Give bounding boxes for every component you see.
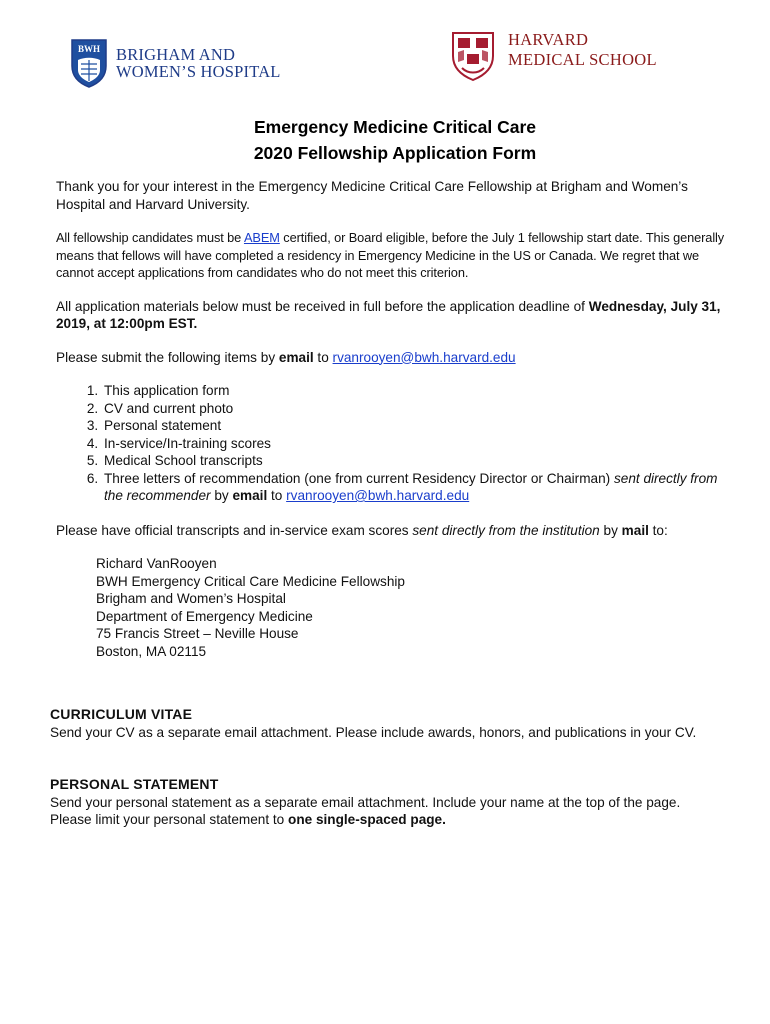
- submit-mid: to: [313, 349, 333, 365]
- transcripts-paragraph: [56, 522, 736, 540]
- transcripts-by: by: [599, 522, 622, 538]
- list-item: 2. CV and current photo: [102, 400, 736, 418]
- address-line: Richard VanRooyen: [96, 556, 217, 571]
- bwh-name: [116, 46, 281, 80]
- form-title-line1: Emergency Medicine Critical Care: [253, 117, 537, 137]
- address-line: Department of Emergency Medicine: [96, 608, 313, 624]
- intro-thanks: Thank you for your interest in the Emergency Medicine Critical Care Fellowship at Brigham and Women’s Hospital and Harvard University.: [56, 179, 688, 212]
- abem-link[interactable]: ABEM: [243, 230, 280, 245]
- eligibility-post: certified, or Board eligible, before the July 1 fellowship start date. This generally means that fellows will have completed a residency in Emergency Medicine in the US or Canada. We regret that we cannot accept applications from candidates who do not meet this criterion.: [56, 230, 725, 280]
- hms-logo: [450, 30, 657, 82]
- deadline-paragraph: [56, 298, 736, 333]
- bwh-name-line1: BRIGHAM AND: [116, 45, 236, 64]
- bwh-name-line2: WOMEN’S HOSPITAL: [116, 62, 281, 81]
- form-title: [0, 114, 770, 166]
- bwh-shield-icon: [70, 38, 108, 88]
- ps-body-line1: Send your personal statement as a separate email attachment. Include your name at the top of the page.: [50, 794, 681, 810]
- recommender-email-link[interactable]: rvanrooyen@bwh.harvard.edu: [286, 488, 470, 503]
- list-item: 1. This application form: [102, 382, 736, 400]
- item6-by: by: [210, 488, 233, 503]
- transcripts-method: mail: [621, 522, 649, 538]
- cv-section: [50, 706, 750, 741]
- address-line: Brigham and Women’s Hospital: [96, 591, 286, 606]
- form-title-line2: 2020 Fellowship Application Form: [253, 143, 537, 163]
- required-items-list: [56, 382, 736, 505]
- mailing-address: [96, 555, 736, 660]
- address-line: 75 Francis Street – Neville House: [96, 626, 299, 641]
- submit-method: email: [278, 349, 314, 365]
- cv-heading: CURRICULUM VITAE: [50, 706, 193, 722]
- ps-body-bold: one single-spaced page.: [288, 812, 446, 827]
- hms-name-line2: MEDICAL SCHOOL: [508, 50, 657, 69]
- ps-body-line2: [50, 811, 750, 829]
- list-item: 5. Medical School transcripts: [102, 452, 736, 470]
- deadline-date: Wednesday, July 31, 2019, at 12:00pm EST.: [56, 298, 721, 331]
- transcripts-post: to:: [648, 522, 668, 538]
- main-content: [56, 178, 736, 660]
- item6-text: Three letters of recommendation (one from current Residency Director or Chairman): [104, 470, 614, 486]
- submit-paragraph: [56, 349, 736, 367]
- item6-to: to: [267, 488, 287, 503]
- submit-email-link[interactable]: rvanrooyen@bwh.harvard.edu: [332, 349, 516, 365]
- list-item: 3. Personal statement: [102, 417, 736, 435]
- hms-shield-icon: [450, 30, 496, 82]
- hms-name: [508, 30, 657, 70]
- bwh-logo: [70, 38, 281, 88]
- address-line: BWH Emergency Critical Care Medicine Fellowship: [96, 573, 405, 589]
- item6-italic: sent directly from the recommender: [104, 470, 718, 503]
- list-item: 4. In-service/In-training scores: [102, 435, 736, 453]
- address-line: Boston, MA 02115: [96, 643, 207, 659]
- transcripts-italic: sent directly from the institution: [412, 522, 600, 538]
- hms-name-line1: HARVARD: [508, 30, 589, 49]
- transcripts-pre: Please have official transcripts and in-service exam scores: [56, 522, 413, 538]
- eligibility-paragraph: [56, 229, 736, 282]
- ps-body-pre: Please limit your personal statement to: [50, 812, 289, 827]
- submit-pre: Please submit the following items by: [56, 349, 279, 365]
- ps-heading: PERSONAL STATEMENT: [50, 776, 219, 792]
- bwh-monogram: BWH: [77, 44, 101, 54]
- personal-statement-section: [50, 776, 750, 829]
- deadline-pre: All application materials below must be received in full before the application deadline of: [56, 298, 589, 314]
- list-item-recommendations: [102, 470, 736, 505]
- eligibility-pre: All fellowship candidates must be: [56, 230, 244, 245]
- item6-method: email: [232, 488, 268, 503]
- cv-body: Send your CV as a separate email attachment. Please include awards, honors, and publications in your CV.: [50, 724, 697, 740]
